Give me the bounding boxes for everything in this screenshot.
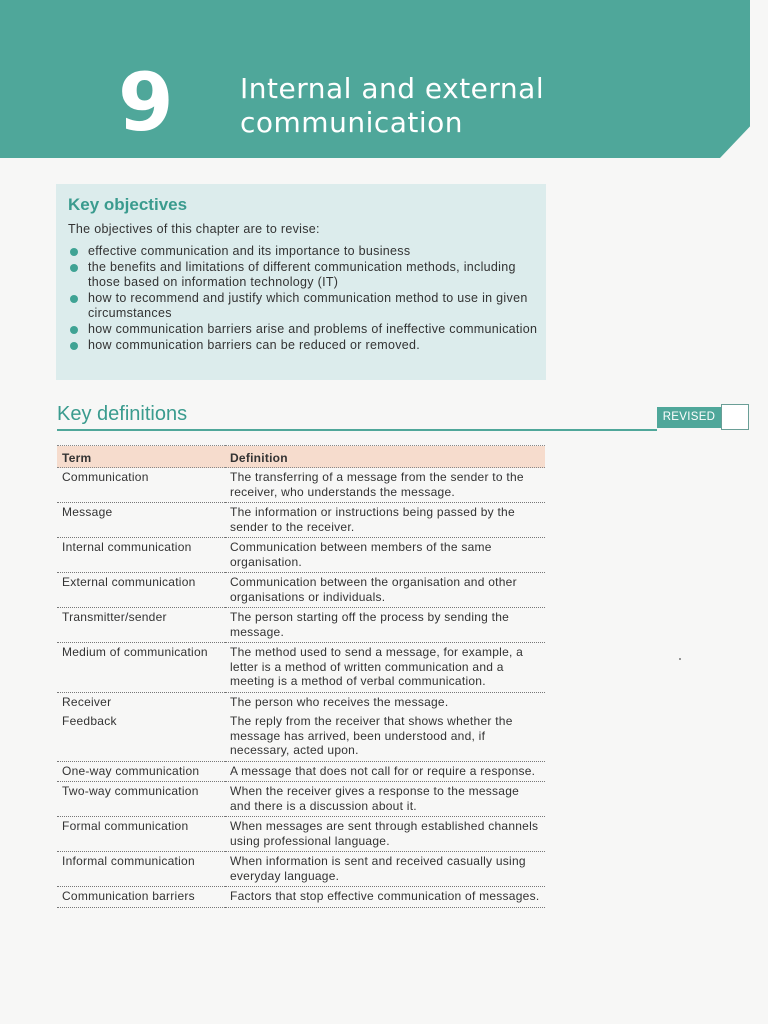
- definition-cell: The method used to send a message, for example, a letter is a method of written communication and a meeting is a method of verbal communication.: [225, 643, 545, 693]
- key-definitions-divider: [57, 429, 657, 431]
- key-objectives-intro: The objectives of this chapter are to revise:: [68, 222, 320, 236]
- chapter-number: 9: [118, 56, 172, 149]
- table-row: [57, 608, 545, 643]
- key-objectives-heading: Key objectives: [68, 195, 188, 214]
- chapter-title-line-1: Internal and external: [240, 72, 545, 105]
- term-cell: One-way communication: [57, 761, 225, 782]
- table-row: [57, 643, 545, 693]
- definition-cell: Communication between the organisation and other organisations or individuals.: [225, 573, 545, 608]
- bullet-icon: [70, 342, 78, 350]
- term-cell: Medium of communication: [57, 643, 225, 693]
- objective-text: the benefits and limitations of different communication methods, including those based on information technology (IT): [88, 259, 516, 290]
- definitions-table: [57, 445, 545, 908]
- bullet-icon: [70, 264, 78, 272]
- table-row: [57, 573, 545, 608]
- chapter-title-line-2: communication: [240, 106, 464, 139]
- bullet-icon: [70, 326, 78, 334]
- bullet-icon: [70, 295, 78, 303]
- table-row: [57, 712, 545, 761]
- term-cell: Communication barriers: [57, 887, 225, 908]
- table-row: [57, 761, 545, 782]
- column-header-definition: Definition: [225, 446, 545, 468]
- objective-item: [68, 291, 538, 322]
- term-cell: Receiver: [62, 694, 112, 709]
- definition-cell: Communication between members of the same organisation.: [225, 538, 545, 573]
- term-cell: Communication: [57, 468, 225, 503]
- revised-badge: REVISED: [657, 407, 721, 428]
- objective-text: how communication barriers arise and problems of ineffective communication: [88, 321, 538, 336]
- table-row: [57, 782, 545, 817]
- key-objectives-list: [68, 244, 538, 353]
- definition-cell: The person who receives the message.: [230, 694, 449, 709]
- objective-text: how to recommend and justify which communication method to use in given circumstances: [88, 290, 528, 321]
- definition-cell: The information or instructions being passed by the sender to the receiver.: [225, 503, 545, 538]
- table-row: [57, 503, 545, 538]
- objective-item: [68, 322, 538, 338]
- definitions-header-row: [57, 446, 545, 468]
- chapter-title: [240, 72, 700, 140]
- term-cell: Internal communication: [57, 538, 225, 573]
- objective-item: [68, 244, 538, 260]
- definition-cell: A message that does not call for or require a response.: [225, 761, 545, 782]
- term-cell: External communication: [57, 573, 225, 608]
- table-row: [57, 538, 545, 573]
- key-definitions-heading: Key definitions: [57, 403, 188, 425]
- page-speck: [679, 658, 681, 660]
- definition-cell: The reply from the receiver that shows whether the message has arrived, been understood and, if necessary, acted upon.: [225, 712, 545, 761]
- definition-cell: When messages are sent through established channels using professional language.: [225, 817, 545, 852]
- definition-cell: When the receiver gives a response to the message and there is a discussion about it.: [225, 782, 545, 817]
- term-cell: Message: [57, 503, 225, 538]
- revised-checkbox[interactable]: [721, 404, 749, 430]
- objective-item: [68, 260, 538, 291]
- term-cell: Two-way communication: [57, 782, 225, 817]
- table-row: [57, 468, 545, 503]
- term-cell: Formal communication: [57, 817, 225, 852]
- objective-text: effective communication and its importance to business: [88, 244, 411, 258]
- column-header-term: Term: [57, 446, 225, 468]
- objective-item: [68, 338, 538, 354]
- definition-cell: Factors that stop effective communication of messages.: [225, 887, 545, 908]
- table-row: [57, 887, 545, 908]
- definition-cell: The person starting off the process by sending the message.: [225, 608, 545, 643]
- term-cell: Feedback: [57, 712, 225, 761]
- objective-text: how communication barriers can be reduced or removed.: [88, 337, 421, 352]
- term-cell: Informal communication: [57, 852, 225, 887]
- term-cell: Transmitter/sender: [57, 608, 225, 643]
- definition-cell: The transferring of a message from the sender to the receiver, who understands the message.: [225, 468, 545, 503]
- table-row: [57, 852, 545, 887]
- table-row: [57, 692, 545, 712]
- bullet-icon: [70, 248, 78, 256]
- table-row: [57, 817, 545, 852]
- definition-cell: When information is sent and received casually using everyday language.: [225, 852, 545, 887]
